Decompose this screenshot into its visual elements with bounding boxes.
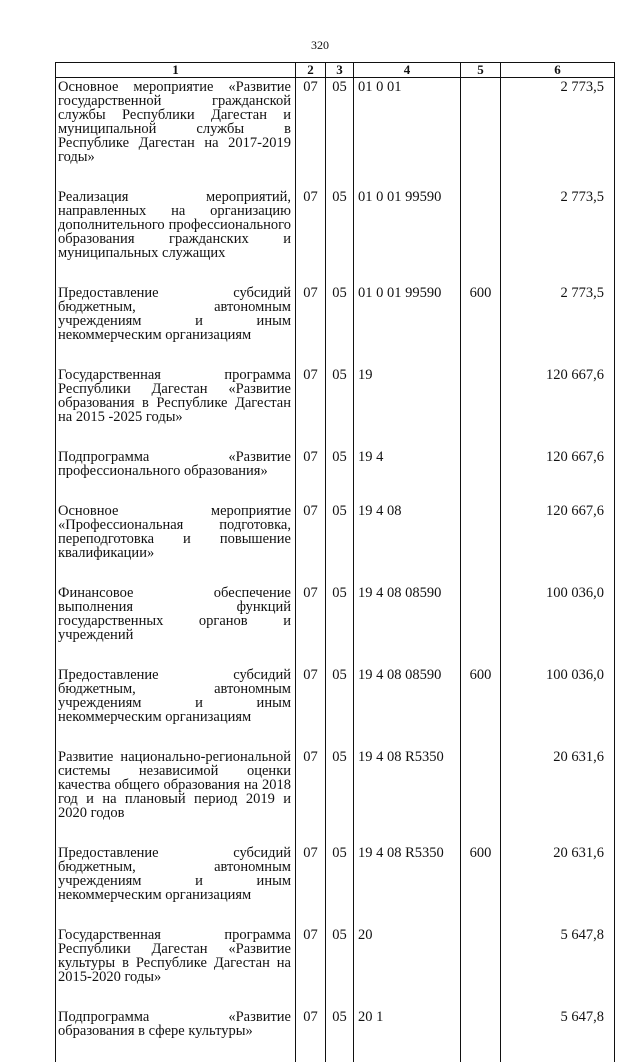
item-name-cell: Реализация мероприятий, направленных на организацию дополнительного профессионального образования гражданских и муниципальных служащих [56,188,296,260]
target-article-code-cell: 20 1 [354,1008,461,1038]
section-code-cell: 07 [296,584,326,642]
subsection-code-cell: 05 [326,78,354,165]
expense-type-code-cell [461,188,501,260]
column-header: 5 [461,63,501,78]
row-spacer [56,342,615,366]
section-code-cell: 07 [296,188,326,260]
item-name-cell: Основное мероприятие «Профессиональная подготовка, переподготовка и повышение квалификации» [56,502,296,560]
amount-cell: 2 773,5 [501,284,615,342]
amount-cell: 120 667,6 [501,448,615,478]
table-row [56,748,615,820]
subsection-code-cell: 05 [326,448,354,478]
row-spacer [56,478,615,502]
row-spacer [56,164,615,188]
expense-type-code-cell [461,748,501,820]
subsection-code-cell: 05 [326,584,354,642]
amount-cell: 100 036,0 [501,584,615,642]
subsection-code-cell: 05 [326,1008,354,1038]
expense-type-code-cell [461,366,501,424]
target-article-code-cell: 19 [354,366,461,424]
table-row [56,284,615,342]
target-article-code-cell: 19 4 08 R5350 [354,844,461,902]
expense-type-code-cell [461,502,501,560]
subsection-code-cell: 05 [326,844,354,902]
column-header: 1 [56,63,296,78]
row-spacer [56,724,615,748]
target-article-code-cell: 01 0 01 99590 [354,284,461,342]
row-spacer [56,642,615,666]
table-row [56,366,615,424]
row-spacer [56,560,615,584]
section-code-cell: 07 [296,666,326,724]
row-spacer [56,424,615,448]
table-row [56,844,615,902]
item-name-cell: Развитие национально-региональной системы независимой оценки качества общего образования на 2018 год и на плановый период 2019 и 2020 годов [56,748,296,820]
column-header: 2 [296,63,326,78]
section-code-cell: 07 [296,78,326,165]
row-spacer [56,820,615,844]
table-row [56,188,615,260]
amount-cell: 2 773,5 [501,188,615,260]
section-code-cell: 07 [296,1008,326,1038]
table-row [56,1008,615,1038]
row-spacer [56,1038,615,1062]
amount-cell: 120 667,6 [501,502,615,560]
item-name-cell: Государственная программа Республики Дагестан «Развитие образования в Республике Дагестан на 2015 -2025 годы» [56,366,296,424]
column-header: 4 [354,63,461,78]
expense-type-code-cell: 600 [461,666,501,724]
target-article-code-cell: 19 4 [354,448,461,478]
expense-type-code-cell: 600 [461,844,501,902]
expense-type-code-cell [461,584,501,642]
subsection-code-cell: 05 [326,284,354,342]
row-spacer [56,902,615,926]
expense-type-code-cell [461,926,501,984]
amount-cell: 120 667,6 [501,366,615,424]
subsection-code-cell: 05 [326,748,354,820]
item-name-cell: Предоставление субсидий бюджетным, автономным учреждениям и иным некоммерческим организациям [56,666,296,724]
expense-type-code-cell [461,448,501,478]
item-name-cell: Финансовое обеспечение выполнения функций государственных органов и учреждений [56,584,296,642]
amount-cell: 20 631,6 [501,844,615,902]
target-article-code-cell: 19 4 08 08590 [354,584,461,642]
target-article-code-cell: 19 4 08 08590 [354,666,461,724]
target-article-code-cell: 20 [354,926,461,984]
section-code-cell: 07 [296,748,326,820]
page-number: 320 [0,38,640,53]
item-name-cell: Подпрограмма «Развитие профессионального образования» [56,448,296,478]
subsection-code-cell: 05 [326,188,354,260]
target-article-code-cell: 01 0 01 99590 [354,188,461,260]
subsection-code-cell: 05 [326,366,354,424]
table-row [56,78,615,165]
item-name-cell: Подпрограмма «Развитие образования в сфере культуры» [56,1008,296,1038]
column-header: 3 [326,63,354,78]
section-code-cell: 07 [296,844,326,902]
table-body [56,78,615,1062]
section-code-cell: 07 [296,284,326,342]
subsection-code-cell: 05 [326,666,354,724]
row-spacer [56,984,615,1008]
item-name-cell: Основное мероприятие «Развитие государственной гражданской службы Республики Дагестан и муниципальной службы в Республике Дагестан на 2017-2019 годы» [56,78,296,165]
expense-type-code-cell [461,1008,501,1038]
table-row [56,584,615,642]
subsection-code-cell: 05 [326,926,354,984]
table-header-row [56,63,615,78]
target-article-code-cell: 19 4 08 [354,502,461,560]
target-article-code-cell: 19 4 08 R5350 [354,748,461,820]
target-article-code-cell: 01 0 01 [354,78,461,165]
item-name-cell: Предоставление субсидий бюджетным, автономным учреждениям и иным некоммерческим организациям [56,284,296,342]
row-spacer [56,260,615,284]
section-code-cell: 07 [296,926,326,984]
column-header: 6 [501,63,615,78]
section-code-cell: 07 [296,502,326,560]
amount-cell: 2 773,5 [501,78,615,165]
expense-type-code-cell: 600 [461,284,501,342]
budget-table [55,62,615,1062]
item-name-cell: Государственная программа Республики Дагестан «Развитие культуры в Республике Дагестан на 2015-2020 годы» [56,926,296,984]
amount-cell: 100 036,0 [501,666,615,724]
table-row [56,926,615,984]
table-row [56,666,615,724]
section-code-cell: 07 [296,448,326,478]
expense-type-code-cell [461,78,501,165]
amount-cell: 5 647,8 [501,926,615,984]
table-row [56,502,615,560]
section-code-cell: 07 [296,366,326,424]
table-row [56,448,615,478]
subsection-code-cell: 05 [326,502,354,560]
item-name-cell: Предоставление субсидий бюджетным, автономным учреждениям и иным некоммерческим организациям [56,844,296,902]
amount-cell: 20 631,6 [501,748,615,820]
amount-cell: 5 647,8 [501,1008,615,1038]
